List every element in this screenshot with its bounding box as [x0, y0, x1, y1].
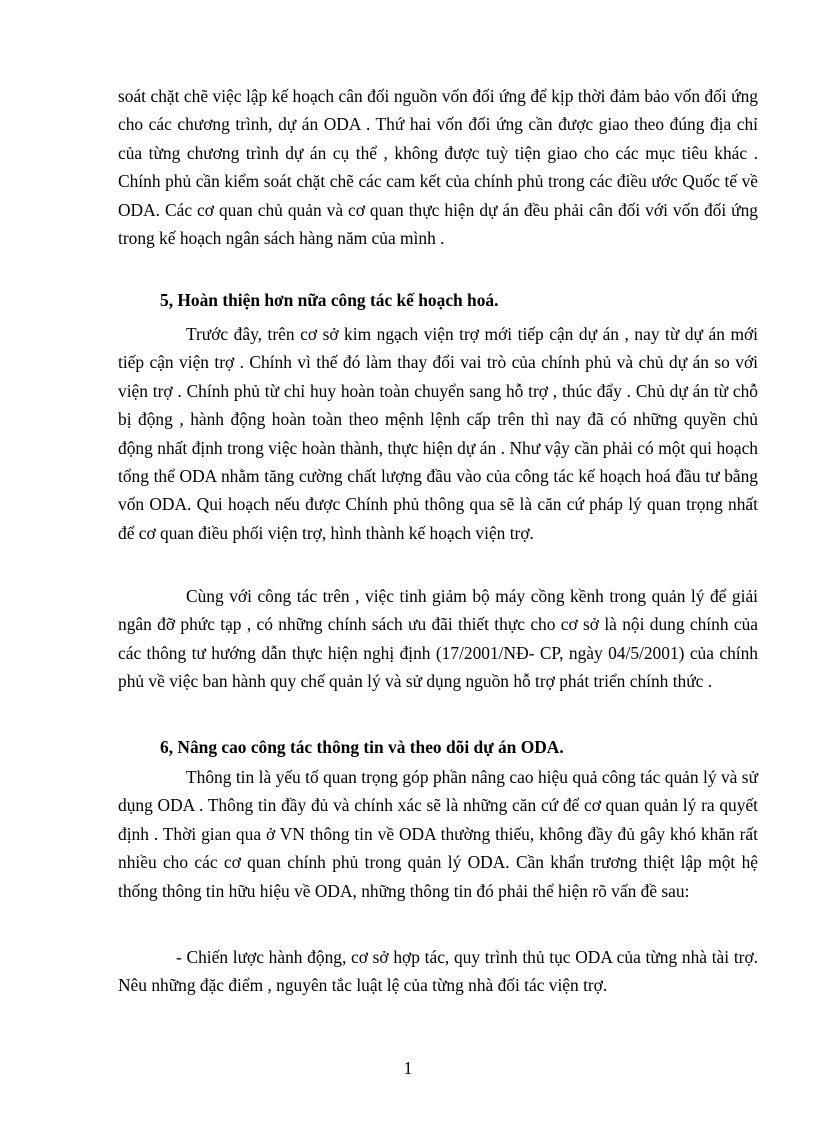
paragraph-streamlining: Cùng với công tác trên , việc tinh giảm bộ máy cồng kềnh trong quản lý để giải ngân đỡ phức tạp , có những chính sách ưu đãi thiết thực cho cơ sở là nội dung chính của các thông tư hướng dẫn thực hiện nghị định (17/2001/NĐ- CP, ngày 04/5/2001) của chính phủ về việc ban hành quy chế quản lý và sử dụng nguồn hỗ trợ phát triển chính thức .: [118, 586, 758, 692]
page-number: 1: [403, 1058, 413, 1078]
paragraph-information: Thông tin là yếu tố quan trọng góp phần nâng cao hiệu quả công tác quản lý và sử dụng ODA . Thông tin đầy đủ và chính xác sẽ là những căn cứ để cơ quan quản lý ra quyết định . Thời gian qua ở VN thông tin về ODA thường thiếu, không đầy đủ gây khó khăn rất nhiều cho các cơ quan chính phủ trong quản lý ODA. Cần khẩn trương thiệt lập một hệ thống thông tin hữu hiệu về ODA, những thông tin đó phải thể hiện rõ vấn đề sau:: [118, 767, 758, 901]
section-heading-5: 5, Hoàn thiện hơn nữa công tác kế hoạch hoá.: [160, 290, 499, 310]
section-heading-6: 6, Nâng cao công tác thông tin và theo dõi dự án ODA.: [160, 737, 564, 757]
paragraph-intro-continuation: soát chặt chẽ việc lập kế hoạch cân đối nguồn vốn đối ứng để kịp thời đảm bảo vốn đối ứng cho các chương trình, dự án ODA . Thứ hai vốn đối ứng cần được giao theo đúng địa chỉ của từng chương trình dự án cụ thể , không được tuỳ tiện giao cho các mục tiêu khác . Chính phủ cần kiểm soát chặt chẽ các cam kết của chính phủ trong các điều ước Quốc tế về ODA. Các cơ quan chủ quản và cơ quan thực hiện dự án đều phải cân đối với vốn đối ứng trong kế hoạch ngân sách hàng năm của mình .: [118, 86, 758, 249]
paragraph-planning: Trước đây, trên cơ sở kim ngạch viện trợ mới tiếp cận dự án , nay từ dự án mới tiếp cận viện trợ . Chính vì thế đó làm thay đổi vai trò của chính phủ và chủ dự án so với viện trợ . Chính phủ từ chỉ huy hoàn toàn chuyển sang hỗ trợ , thúc đẩy . Chủ dự án từ chỗ bị động , hành động hoàn toàn theo mệnh lệnh cấp trên thì nay đã có những quyền chủ động nhất định trong việc hoàn thành, thực hiện dự án . Như vậy cần phải có một qui hoạch tổng thể ODA nhằm tăng cường chất lượng đầu vào của công tác kế hoạch hoá đầu tư bằng vốn ODA. Qui hoạch nếu được Chính phủ thông qua sẽ là căn cứ pháp lý quan trọng nhất để cơ quan điều phối viện trợ, hình thành kế hoạch viện trợ.: [118, 324, 758, 543]
list-item-strategy: - Chiến lược hành động, cơ sở hợp tác, quy trình thủ tục ODA của từng nhà tài trợ. Nêu những đặc điểm , nguyên tắc luật lệ của từng nhà đối tác viện trợ.: [118, 947, 758, 996]
